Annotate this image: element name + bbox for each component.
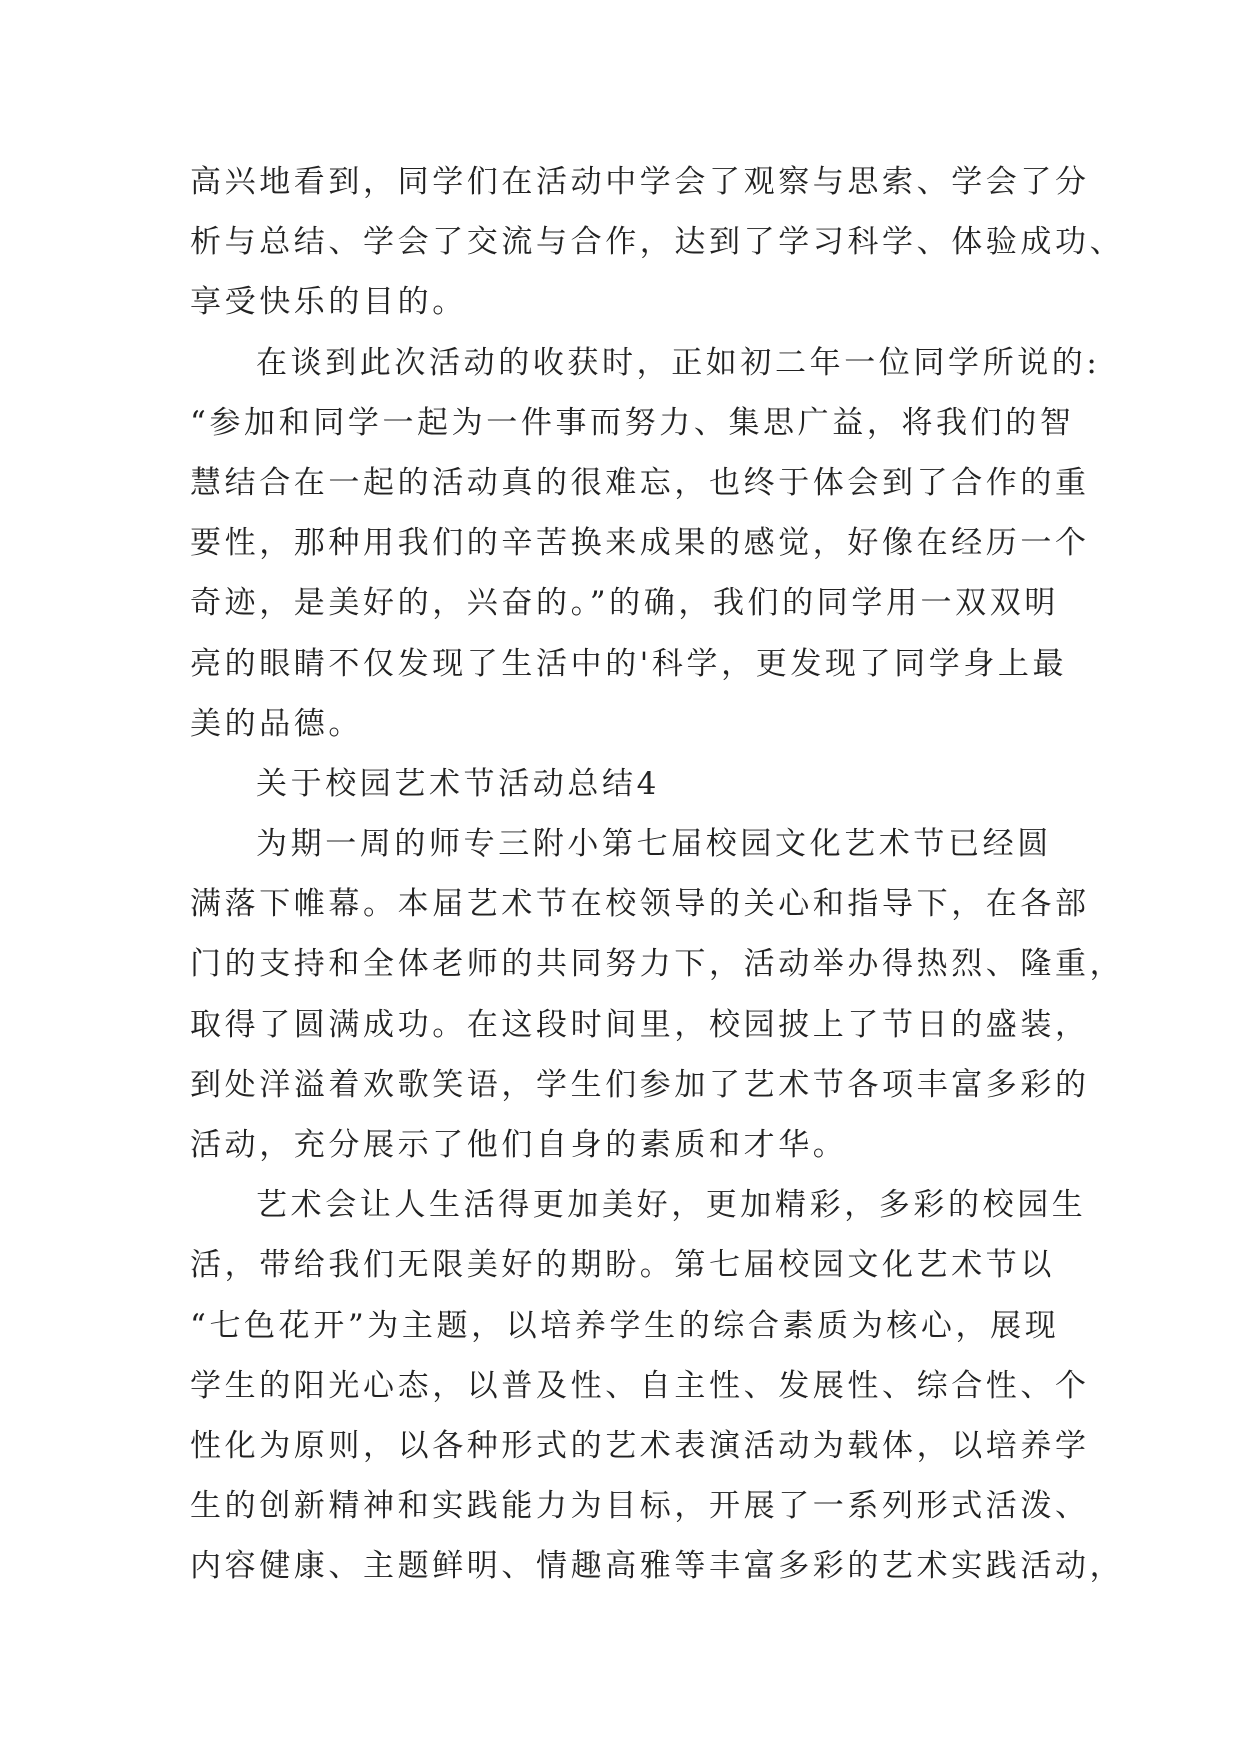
document-body bbox=[190, 152, 1125, 1597]
text-line: 活动，充分展示了他们自身的素质和才华。 bbox=[190, 1127, 848, 1163]
text-line: 取得了圆满成功。在这段时间里，校园披上了节日的盛装， bbox=[190, 1006, 1090, 1043]
text-line: 为期一周的师专三附小第七届校园文化艺术节已经圆 bbox=[256, 826, 1052, 863]
text-line: 高兴地看到，同学们在活动中学会了观察与思索、学会了分 bbox=[190, 164, 1090, 200]
text-line: 在谈到此次活动的收获时，正如初二年一位同学所说的: bbox=[256, 344, 1101, 381]
text-line: 美的品德。 bbox=[190, 705, 363, 742]
text-line: 奇迹，是美好的，兴奋的。”的确，我们的同学用一双双明 bbox=[190, 585, 1059, 622]
text-line: 活，带给我们无限美好的期盼。第七届校园文化艺术节以 bbox=[190, 1247, 1055, 1284]
text-line: 析与总结、学会了交流与合作，达到了学习科学、体验成功、 bbox=[190, 224, 1125, 261]
text-line: 内容健康、主题鲜明、情趣高雅等丰富多彩的艺术实践活动， bbox=[190, 1548, 1125, 1585]
text-line: 门的支持和全体老师的共同努力下，活动举办得热烈、隆重， bbox=[190, 946, 1125, 983]
text-line: 享受快乐的目的。 bbox=[190, 284, 467, 321]
section-heading: 关于校园艺术节活动总结4 bbox=[256, 765, 660, 802]
text-line: 满落下帷幕。本届艺术节在校领导的关心和指导下，在各部 bbox=[190, 886, 1090, 923]
text-line: 亮的眼睛不仅发现了生活中的'科学，更发现了同学身上最 bbox=[190, 645, 1068, 682]
text-line: 慧结合在一起的活动真的很难忘，也终于体会到了合作的重 bbox=[190, 464, 1090, 501]
text-line: 生的创新精神和实践能力为目标，开展了一系列形式活泼、 bbox=[190, 1488, 1090, 1525]
text-line: “参加和同学一起为一件事而努力、集思广益，将我们的智 bbox=[190, 404, 1075, 441]
text-line: 学生的阳光心态，以普及性、自主性、发展性、综合性、个 bbox=[190, 1367, 1090, 1404]
text-line: 性化为原则，以各种形式的艺术表演活动为载体，以培养学 bbox=[190, 1427, 1090, 1464]
text-line: 到处洋溢着欢歌笑语，学生们参加了艺术节各项丰富多彩的 bbox=[190, 1066, 1090, 1103]
text-line: 要性，那种用我们的辛苦换来成果的感觉，好像在经历一个 bbox=[190, 525, 1090, 562]
text-line: “七色花开”为主题，以培养学生的综合素质为核心，展现 bbox=[190, 1307, 1060, 1344]
text-line: 艺术会让人生活得更加美好，更加精彩，多彩的校园生 bbox=[256, 1187, 1087, 1224]
